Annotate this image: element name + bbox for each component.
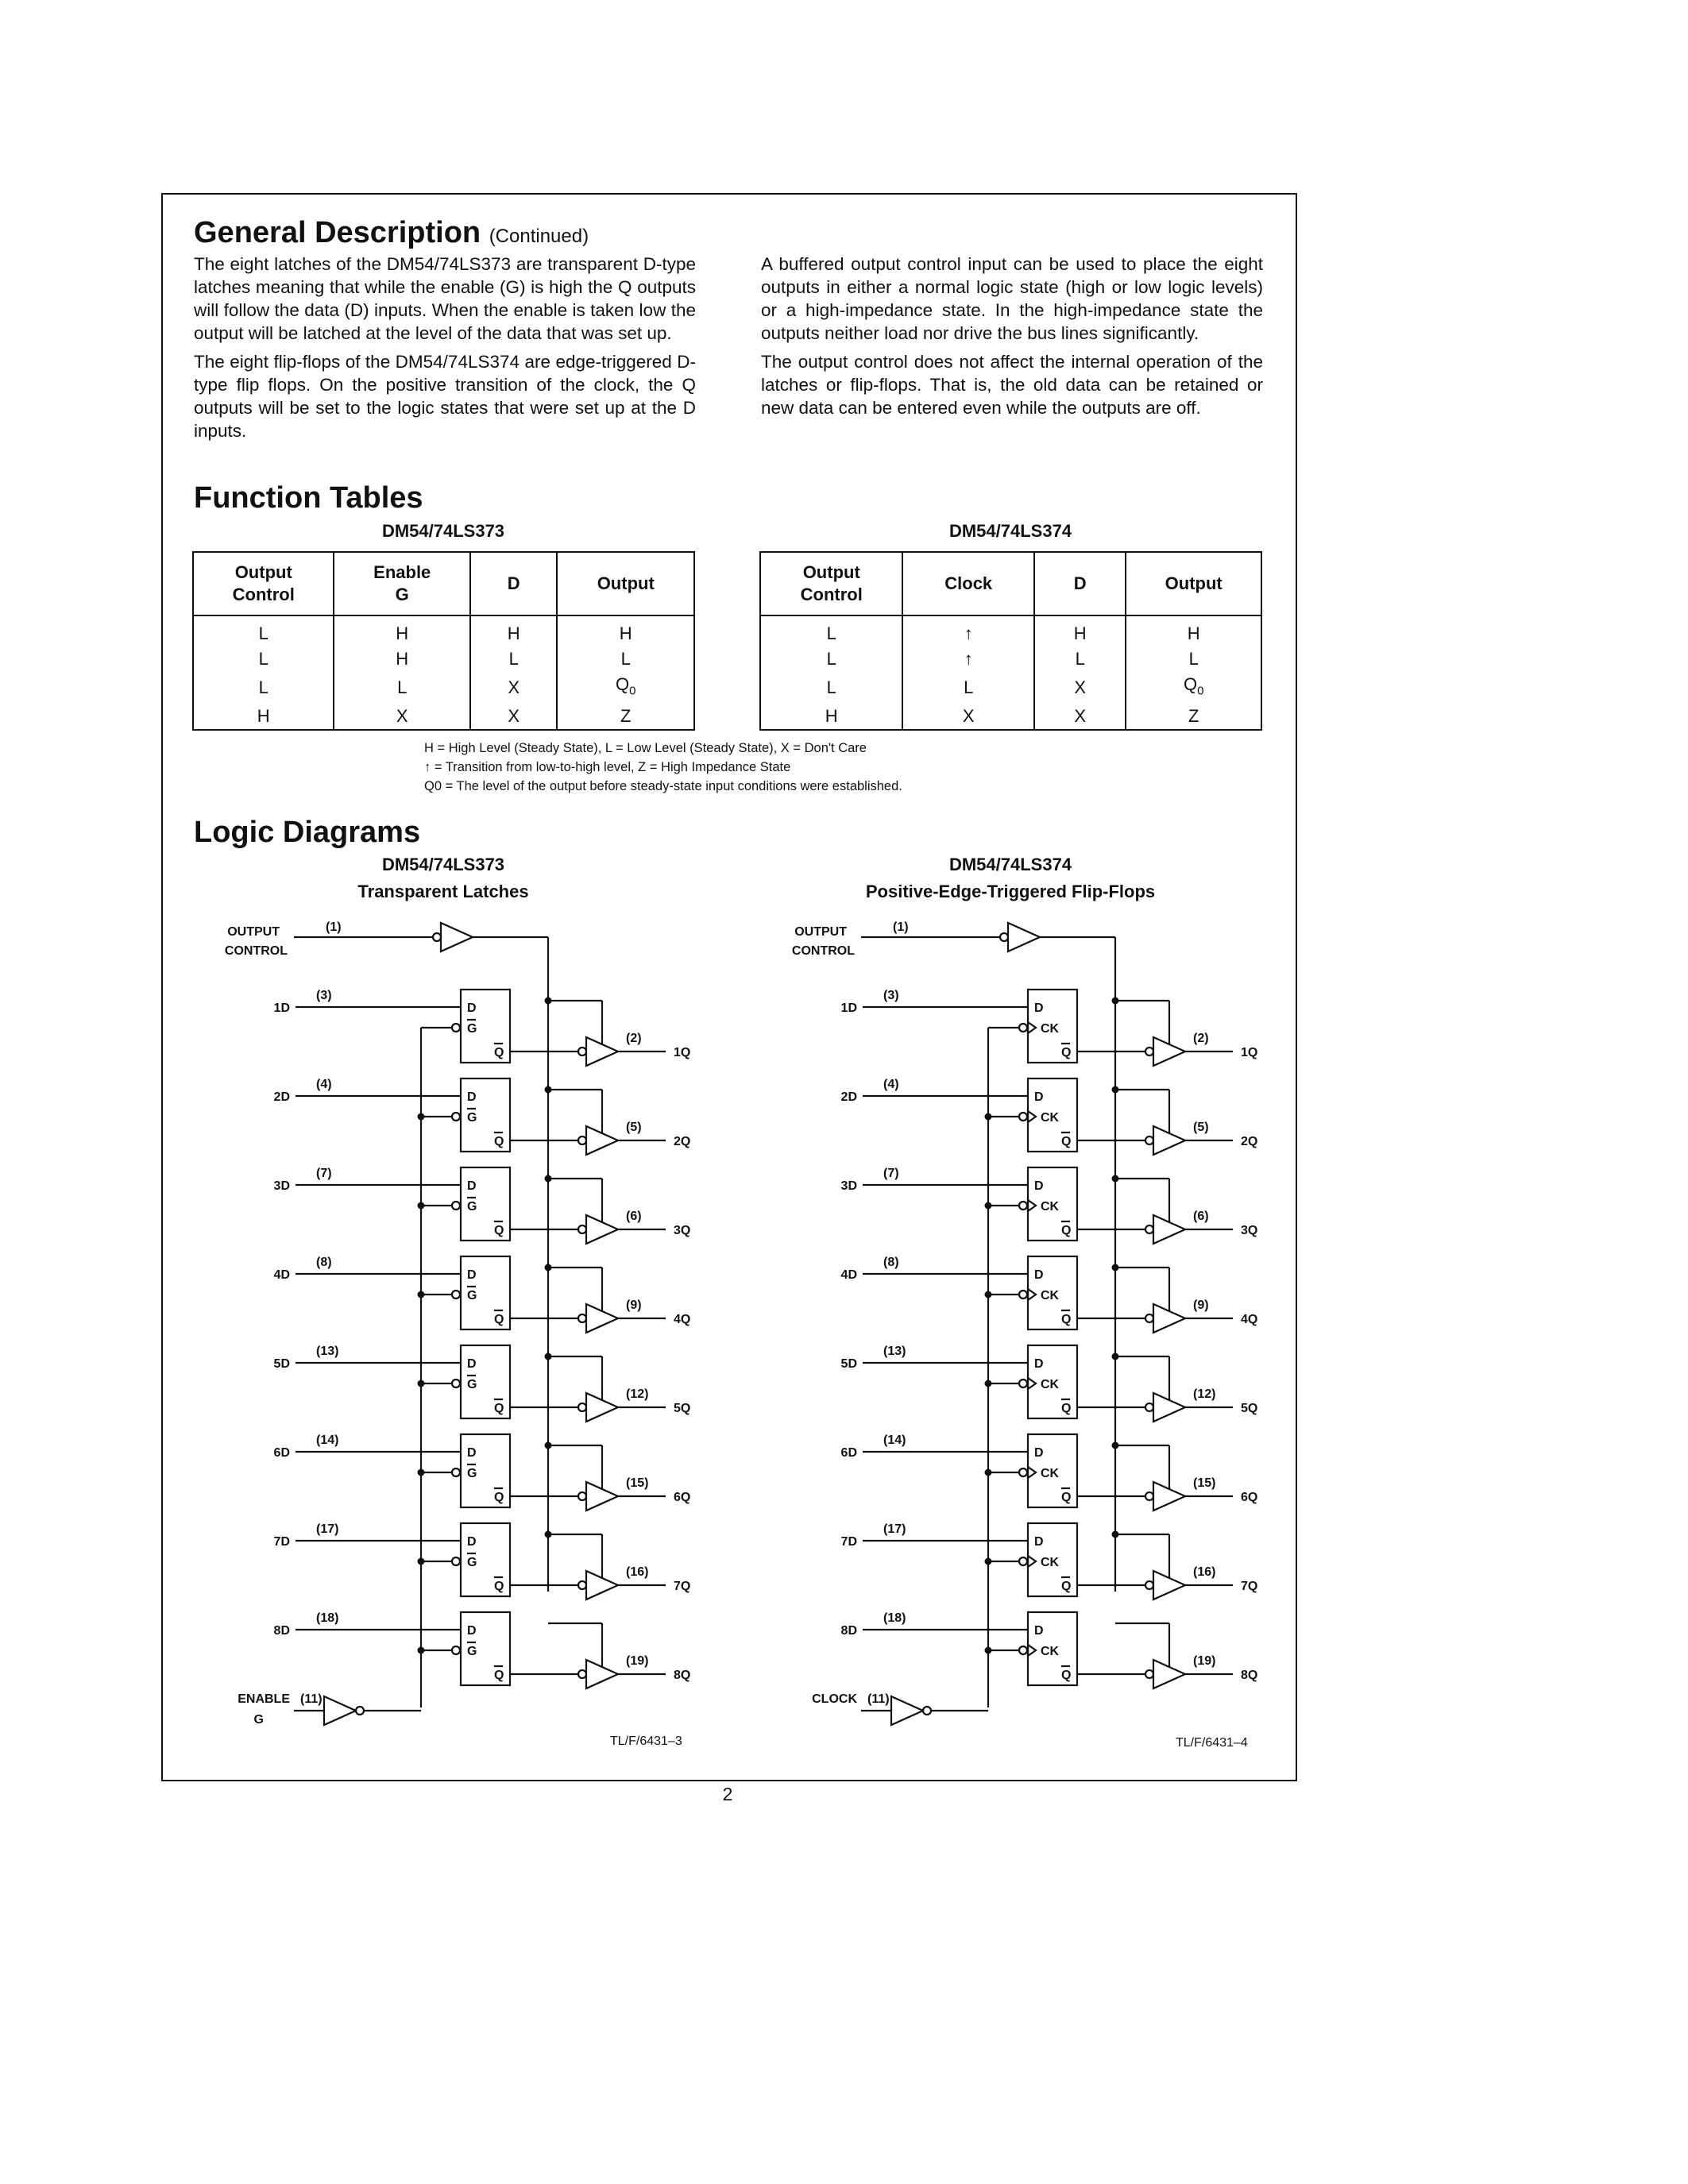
box-d-label: D — [467, 1268, 477, 1282]
box-q-label: Q — [494, 1669, 504, 1682]
output-label: 4Q — [1241, 1313, 1258, 1326]
box-d-label: D — [467, 1624, 477, 1638]
output-label: 8Q — [674, 1669, 691, 1682]
paragraph: A buffered output control input can be used to place the eight outputs in either a normal logic state (high or low logic levels) or a high-impedance state. In the high-impedance state the outputs neither load nor drive the bus lines significantly. — [761, 254, 1263, 343]
pin-label: (5) — [1193, 1121, 1209, 1134]
junction-dot — [1112, 1086, 1119, 1094]
table-cell: X — [334, 704, 469, 730]
inversion-bubble — [923, 1707, 931, 1715]
pin-label: (16) — [1193, 1565, 1216, 1579]
junction-dot — [1112, 1353, 1119, 1360]
input-label: 4D — [840, 1268, 857, 1282]
enable-label: ENABLE — [238, 1692, 290, 1706]
table-cell: Z — [557, 704, 694, 730]
inversion-bubble — [1145, 1581, 1153, 1589]
output-label: 3Q — [674, 1224, 691, 1237]
box-d-label: D — [467, 1090, 477, 1104]
table-cell: H — [193, 704, 334, 730]
junction-dot — [1112, 1531, 1119, 1538]
output-label: 3Q — [1241, 1224, 1258, 1237]
output-control-buffer — [1008, 923, 1040, 951]
box-ck-label: CK — [1041, 1289, 1060, 1302]
input-label: 6D — [273, 1446, 290, 1460]
pin-label: (9) — [1193, 1298, 1209, 1312]
output-label: 2Q — [674, 1135, 691, 1148]
table-cell: X — [902, 704, 1033, 730]
box-q-label: Q — [1061, 1224, 1072, 1237]
table-374-title: DM54/74LS374 — [948, 521, 1072, 541]
pin-label: (13) — [316, 1345, 339, 1358]
pin-label: (8) — [883, 1256, 899, 1269]
table-cell: H — [1126, 615, 1261, 646]
table-cell: H — [334, 615, 469, 646]
inversion-bubble — [1145, 1136, 1153, 1144]
input-label: 4D — [273, 1268, 290, 1282]
box-g-label: G — [467, 1022, 477, 1036]
general-description-heading: General Description (Continued) — [194, 216, 589, 249]
input-label: 7D — [840, 1535, 857, 1549]
box-q-label: Q — [1061, 1669, 1072, 1682]
input-label: 7D — [273, 1535, 290, 1549]
page-number: 2 — [722, 1784, 733, 1804]
inversion-bubble — [1019, 1646, 1027, 1654]
output-label: 6Q — [1241, 1491, 1258, 1504]
box-ck-label: CK — [1041, 1467, 1060, 1480]
output-control-label: OUTPUT — [227, 925, 280, 939]
input-label: 3D — [840, 1179, 857, 1193]
table-cell: $Q_0$ — [557, 672, 694, 704]
column-header: Output — [557, 552, 694, 615]
pin-label: (12) — [626, 1387, 649, 1401]
box-d-label: D — [467, 1446, 477, 1460]
inversion-bubble — [1145, 1048, 1153, 1055]
box-g-label: G — [467, 1111, 477, 1125]
box-q-label: Q — [1061, 1046, 1072, 1059]
box-d-label: D — [1034, 1624, 1044, 1638]
pin-label: (18) — [316, 1611, 339, 1625]
inversion-bubble — [1145, 1314, 1153, 1322]
inversion-bubble — [1019, 1468, 1027, 1476]
pin-label: (4) — [883, 1078, 899, 1091]
box-d-label: D — [1034, 1535, 1044, 1549]
output-control-label: CONTROL — [224, 944, 288, 958]
box-g-label: G — [467, 1378, 477, 1391]
box-d-label: D — [467, 1357, 477, 1371]
junction-dot — [1112, 1442, 1119, 1449]
inversion-bubble — [1019, 1113, 1027, 1121]
output-label: 5Q — [1241, 1402, 1258, 1415]
paragraph: The output control does not affect the internal operation of the latches or flip-flops. That is, the old data can be retained or new data can be entered even while the outputs are off. — [761, 352, 1263, 418]
input-label: 8D — [840, 1624, 857, 1638]
input-label: 1D — [273, 1001, 290, 1015]
junction-dot — [1112, 1175, 1119, 1183]
table-cell: ↑ — [902, 646, 1033, 672]
table-cell: L — [193, 646, 334, 672]
column-header: Output Control — [760, 552, 902, 615]
box-d-label: D — [467, 1535, 477, 1549]
output-label: 4Q — [674, 1313, 691, 1326]
table-cell: X — [1034, 704, 1126, 730]
pin-label: (7) — [316, 1167, 332, 1180]
pin-label: (18) — [883, 1611, 906, 1625]
table-cell: X — [1034, 672, 1126, 704]
table-cell: H — [470, 615, 558, 646]
pin-label: (5) — [626, 1121, 642, 1134]
table-cell: H — [760, 704, 902, 730]
table-cell: L — [760, 672, 902, 704]
box-ck-label: CK — [1041, 1022, 1060, 1036]
table-cell: L — [557, 646, 694, 672]
column-header: Clock — [902, 552, 1033, 615]
box-d-label: D — [1034, 1446, 1044, 1460]
box-d-label: D — [1034, 1090, 1044, 1104]
box-q-label: Q — [1061, 1580, 1072, 1593]
pin-label: (13) — [883, 1345, 906, 1358]
function-tables-heading: Function Tables — [194, 481, 423, 515]
box-ck-label: CK — [1041, 1645, 1060, 1658]
pin-label: (4) — [316, 1078, 332, 1091]
pin-label: (2) — [1193, 1032, 1209, 1045]
pin-label: (6) — [1193, 1210, 1209, 1223]
box-ck-label: CK — [1041, 1200, 1060, 1214]
table-cell: X — [470, 672, 558, 704]
junction-dot — [1112, 997, 1119, 1005]
box-q-label: Q — [494, 1046, 504, 1059]
pin-label: (11) — [867, 1692, 890, 1706]
legend-line: H = High Level (Steady State), L = Low Level (Steady State), X = Don't Care — [424, 741, 867, 755]
table-cell: H — [1034, 615, 1126, 646]
output-label: 2Q — [1241, 1135, 1258, 1148]
logic-diagrams-heading: Logic Diagrams — [194, 816, 421, 849]
box-q-label: Q — [494, 1224, 504, 1237]
pin-label: (3) — [316, 989, 332, 1002]
pin-label: (1) — [893, 920, 909, 934]
box-g-label: G — [467, 1467, 477, 1480]
output-label: 1Q — [674, 1046, 691, 1059]
table-cell: L — [760, 615, 902, 646]
diagram-373-title: DM54/74LS373 — [381, 855, 505, 874]
input-label: 8D — [273, 1624, 290, 1638]
table-cell: L — [1034, 646, 1126, 672]
inversion-bubble — [1019, 1557, 1027, 1565]
table-cell: L — [760, 646, 902, 672]
table-cell: Z — [1126, 704, 1261, 730]
output-control-label: OUTPUT — [794, 925, 847, 939]
box-d-label: D — [467, 1179, 477, 1193]
pin-label: (2) — [626, 1032, 642, 1045]
table-cell: $Q_0$ — [1126, 672, 1261, 704]
inversion-bubble — [1019, 1202, 1027, 1210]
box-ck-label: CK — [1041, 1111, 1060, 1125]
pin-label: (6) — [626, 1210, 642, 1223]
box-q-label: Q — [1061, 1402, 1072, 1415]
pin-label: (16) — [626, 1565, 649, 1579]
diagram-374-subtitle: Positive-Edge-Triggered Flip-Flops — [865, 882, 1156, 901]
box-q-label: Q — [494, 1491, 504, 1504]
box-d-label: D — [1034, 1268, 1044, 1282]
column-header: Output — [1126, 552, 1261, 615]
table-cell: L — [334, 672, 469, 704]
column-header: D — [470, 552, 558, 615]
input-label: 1D — [840, 1001, 857, 1015]
enable-label: G — [253, 1713, 264, 1727]
table-cell: L — [193, 672, 334, 704]
figure-code-374: TL/F/6431–4 — [1176, 1736, 1248, 1750]
figure-code-373: TL/F/6431–3 — [610, 1734, 682, 1748]
pin-label: (14) — [316, 1433, 339, 1447]
pin-label: (17) — [883, 1522, 906, 1536]
pin-label: (14) — [883, 1433, 906, 1447]
box-ck-label: CK — [1041, 1378, 1060, 1391]
table-cell: L — [193, 615, 334, 646]
table-cell: ↑ — [902, 615, 1033, 646]
paragraph: The eight latches of the DM54/74LS373 are transparent D-type latches meaning that while the enable (G) is high the Q outputs will follow the data (D) inputs. When the enable is taken low the output will be latched at the level of the data that was set up. — [194, 254, 696, 343]
pin-label: (7) — [883, 1167, 899, 1180]
output-label: 7Q — [1241, 1580, 1258, 1593]
pin-label: (15) — [626, 1476, 649, 1490]
diagram-374-title: DM54/74LS374 — [948, 855, 1072, 874]
output-label: 5Q — [674, 1402, 691, 1415]
inversion-bubble — [1145, 1492, 1153, 1500]
pin-label: (19) — [1193, 1654, 1216, 1668]
pin-label: (1) — [326, 920, 342, 934]
table-cell: L — [902, 672, 1033, 704]
pin-label: (19) — [626, 1654, 649, 1668]
inversion-bubble — [1019, 1379, 1027, 1387]
table-cell: X — [470, 704, 558, 730]
box-q-label: Q — [494, 1580, 504, 1593]
box-g-label: G — [467, 1556, 477, 1569]
legend-line: ↑ = Transition from low-to-high level, Z = High Impedance State — [424, 760, 791, 774]
inversion-bubble — [1145, 1670, 1153, 1678]
inversion-bubble — [1145, 1225, 1153, 1233]
input-label: 2D — [273, 1090, 290, 1104]
output-label: 7Q — [674, 1580, 691, 1593]
pin-label: (8) — [316, 1256, 332, 1269]
box-g-label: G — [467, 1645, 477, 1658]
box-q-label: Q — [494, 1135, 504, 1148]
table-373-title: DM54/74LS373 — [381, 521, 505, 541]
input-label: 5D — [273, 1357, 290, 1371]
table-cell: L — [470, 646, 558, 672]
paragraph: The eight flip-flops of the DM54/74LS374 are edge-triggered D-type flip flops. On the positive transition of the clock, the Q outputs will be set to the logic states that were set up at the D inputs. — [194, 352, 696, 441]
box-ck-label: CK — [1041, 1556, 1060, 1569]
column-header: D — [1034, 552, 1126, 615]
enable-buffer — [891, 1696, 923, 1725]
box-d-label: D — [1034, 1179, 1044, 1193]
pin-label: (9) — [626, 1298, 642, 1312]
inversion-bubble — [1019, 1024, 1027, 1032]
pin-label: (3) — [883, 989, 899, 1002]
table-cell: H — [334, 646, 469, 672]
enable-label: CLOCK — [812, 1692, 857, 1706]
output-label: 6Q — [674, 1491, 691, 1504]
box-d-label: D — [1034, 1001, 1044, 1015]
box-q-label: Q — [1061, 1491, 1072, 1504]
box-q-label: Q — [1061, 1135, 1072, 1148]
output-control-label: CONTROL — [791, 944, 855, 958]
input-label: 5D — [840, 1357, 857, 1371]
box-g-label: G — [467, 1289, 477, 1302]
inversion-bubble — [1145, 1403, 1153, 1411]
inversion-bubble — [1019, 1291, 1027, 1298]
pin-label: (15) — [1193, 1476, 1216, 1490]
box-q-label: Q — [494, 1402, 504, 1415]
diagram-373-subtitle: Transparent Latches — [357, 882, 529, 901]
table-cell: H — [557, 615, 694, 646]
legend-line: Q0 = The level of the output before steady-state input conditions were established. — [424, 779, 902, 793]
pin-label: (12) — [1193, 1387, 1216, 1401]
pin-label: (17) — [316, 1522, 339, 1536]
output-label: 1Q — [1241, 1046, 1258, 1059]
column-header: Output Control — [193, 552, 334, 615]
box-d-label: D — [467, 1001, 477, 1015]
input-label: 3D — [273, 1179, 290, 1193]
column-header: Enable G — [334, 552, 469, 615]
inversion-bubble — [1000, 933, 1008, 941]
box-g-label: G — [467, 1200, 477, 1214]
input-label: 2D — [840, 1090, 857, 1104]
table-cell: L — [1126, 646, 1261, 672]
junction-dot — [1112, 1264, 1119, 1271]
box-d-label: D — [1034, 1357, 1044, 1371]
input-label: 6D — [840, 1446, 857, 1460]
box-q-label: Q — [494, 1313, 504, 1326]
box-q-label: Q — [1061, 1313, 1072, 1326]
pin-label: (11) — [300, 1692, 323, 1706]
output-label: 8Q — [1241, 1669, 1258, 1682]
